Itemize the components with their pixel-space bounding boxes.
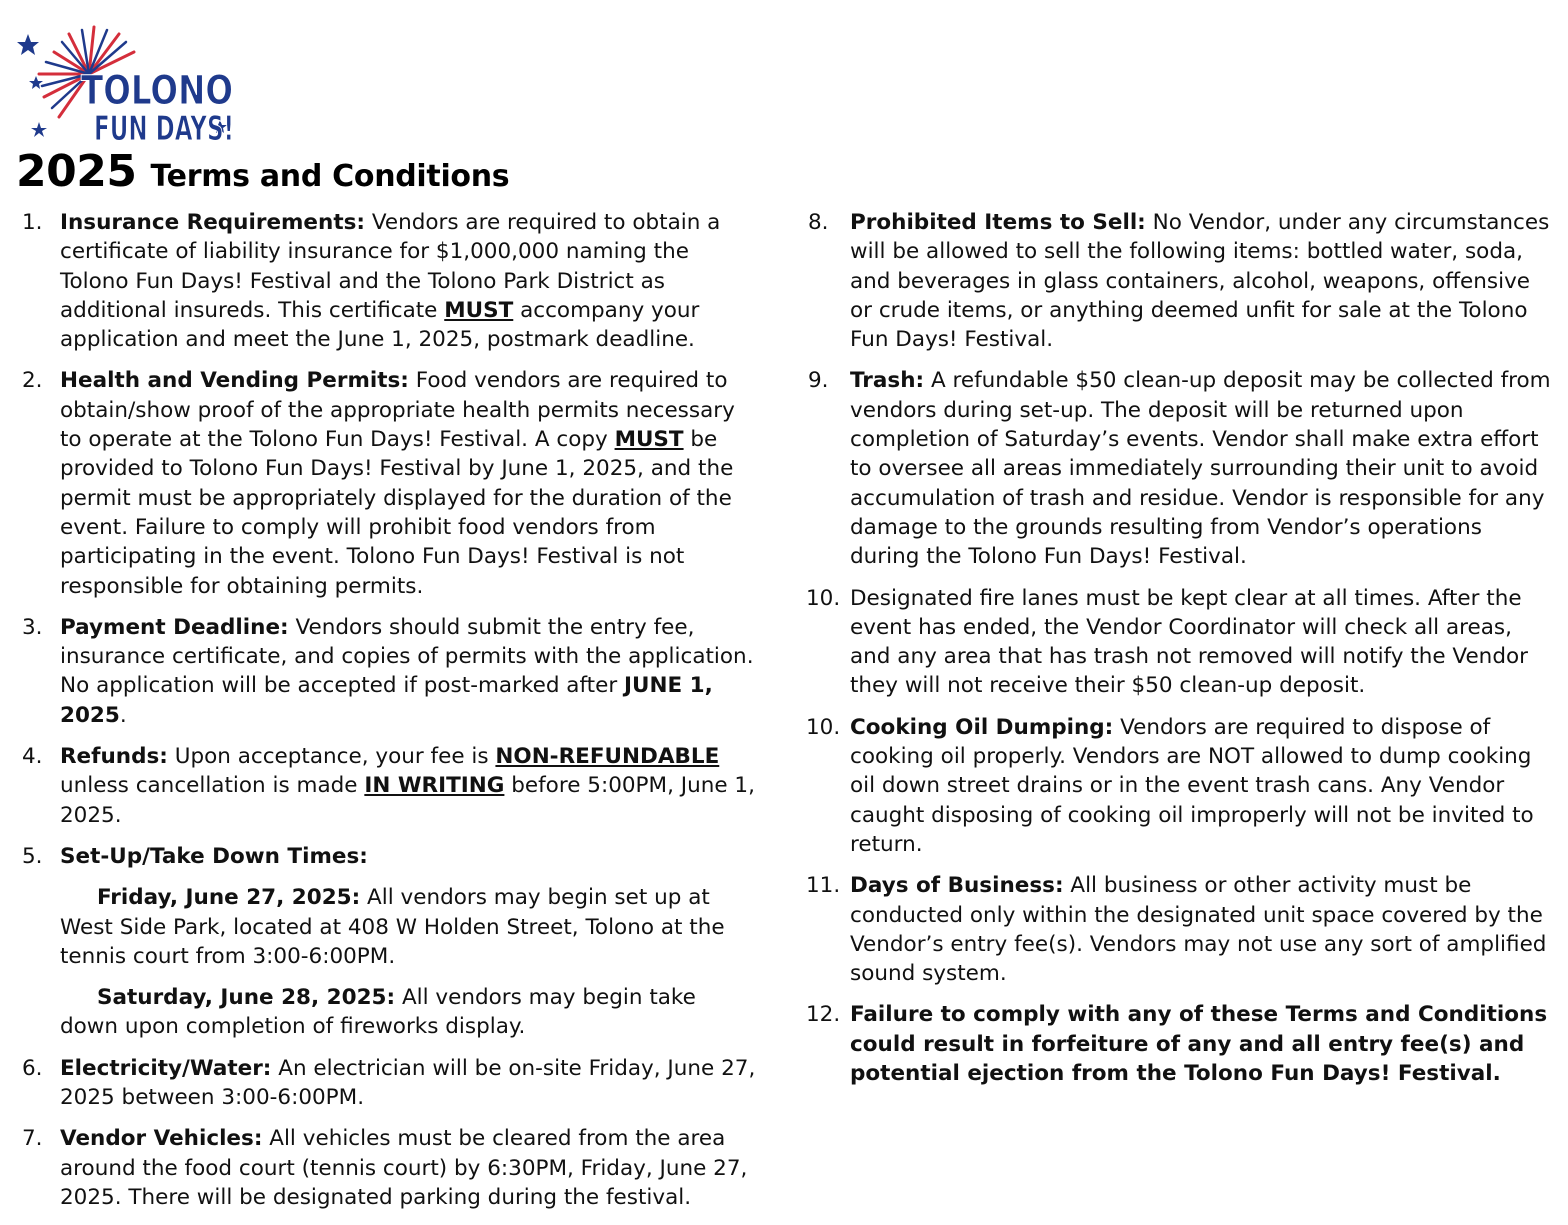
term-label: Cooking Oil Dumping: bbox=[850, 714, 1114, 740]
term-number: 3. bbox=[22, 614, 43, 640]
term-number: 5. bbox=[22, 843, 43, 869]
term-number: 6. bbox=[22, 1055, 43, 1081]
friday-label: Friday, June 27, 2025: bbox=[97, 885, 361, 911]
term-number: 2. bbox=[22, 368, 43, 394]
term-item-4 bbox=[16, 742, 760, 830]
title-text: Terms and Conditions bbox=[150, 159, 510, 194]
emphasis-deadline: JUNE 1, 2025 bbox=[60, 673, 713, 728]
term-item-8 bbox=[806, 208, 1558, 354]
term-text: Designated fire lanes must be kept clear at all times. After the event has ended, the Vendor Coordinator will check all areas, and any area that has trash not removed will notify the Vendor they will not receive their $50 clean-up deposit. bbox=[850, 585, 1528, 699]
term-text: . bbox=[119, 702, 127, 728]
term-text: Vendors should submit the entry fee, insurance certificate, and copies of permits with the application. No application will be accepted if post-marked after bbox=[60, 614, 754, 699]
logo-line-2: FUN DAYS! bbox=[94, 109, 234, 149]
saturday-label: Saturday, June 28, 2025: bbox=[97, 985, 396, 1011]
term-item-6 bbox=[16, 1054, 760, 1113]
page-title bbox=[16, 146, 509, 197]
term-label: Days of Business: bbox=[850, 873, 1064, 899]
term-number: 9. bbox=[808, 368, 829, 394]
term-text: Vendors are required to obtain a certificate of liability insurance for $1,000,000 naming the Tolono Fun Days! Festival and the Tolono Park District as additional insureds. This certificate bbox=[60, 210, 721, 323]
emphasis-non-refundable: NON-REFUNDABLE bbox=[495, 744, 720, 770]
term-item-5 bbox=[16, 842, 760, 1042]
term-label: Vendor Vehicles: bbox=[60, 1126, 263, 1152]
term-number: 1. bbox=[22, 210, 43, 235]
friday-text: All vendors may begin set up at West Side Park, located at 408 W Holden Street, Tolono at the tennis court from 3:00-6:00PM. bbox=[60, 885, 725, 969]
term-label: Payment Deadline: bbox=[60, 614, 289, 640]
title-year: 2025 bbox=[16, 146, 137, 197]
term-text: Vendors are required to dispose of cooking oil properly. Vendors are NOT allowed to dump cooking oil down street drains or in the event trash cans. Any Vendor caught disposing of cooking oil improperly will not be invited to return. bbox=[850, 714, 1534, 857]
emphasis-must: MUST bbox=[614, 427, 684, 453]
term-text: be provided to Tolono Fun Days! Festival by June 1, 2025, and the permit must be appropriately displayed for the duration of the event. Failure to comply will prohibit food vendors from participating in the event. Tolono Fun Days! Festival is not responsible for obtaining permits. bbox=[60, 427, 734, 599]
term-item-11 bbox=[806, 871, 1558, 988]
term-text: unless cancellation is made bbox=[60, 773, 365, 799]
term-item-12 bbox=[806, 1000, 1558, 1088]
term-item-2 bbox=[16, 366, 760, 600]
term-label: Refunds: bbox=[60, 744, 168, 770]
term-label: Health and Vending Permits: bbox=[60, 368, 409, 394]
term-item-9 bbox=[806, 366, 1558, 571]
term-item-7 bbox=[16, 1124, 760, 1212]
emphasis-in-writing: IN WRITING bbox=[364, 773, 505, 799]
term-label: Prohibited Items to Sell: bbox=[850, 210, 1146, 235]
term-item-10-fire-lanes bbox=[806, 584, 1558, 701]
term-text: An electrician will be on-site Friday, June 27, 2025 between 3:00-6:00PM. bbox=[60, 1055, 756, 1111]
term-text: Upon acceptance, your fee is bbox=[167, 744, 496, 770]
term-label: Trash: bbox=[850, 368, 925, 394]
term-number: 7. bbox=[22, 1126, 43, 1152]
term-text: A refundable $50 clean-up deposit may be collected from vendors during set-up. The deposit will be returned upon completion of Saturday’s events. Vendor shall make extra effort to oversee all areas immediately surrounding their unit to avoid accumulation of trash and residue. Vendor is responsible for any damage to the grounds resulting from Vendor’s operations during the Tolono Fun Days! Festival. bbox=[850, 368, 1551, 570]
term-text: accompany your application and meet the June 1, 2025, postmark deadline. bbox=[60, 297, 700, 353]
emphasis-must: MUST bbox=[444, 297, 514, 323]
term-label: Electricity/Water: bbox=[60, 1055, 272, 1081]
term-text: All vehicles must be cleared from the area around the food court (tennis court) by 6:30PM, Friday, June 27, 2025. There will be designated parking during the festival. bbox=[60, 1126, 748, 1210]
term-number: 10. bbox=[806, 714, 841, 740]
term-text: before 5:00PM, June 1, 2025. bbox=[60, 773, 755, 828]
term-item-1 bbox=[16, 208, 760, 354]
term-label: Set-Up/Take Down Times: bbox=[60, 843, 368, 869]
terms-column-right bbox=[806, 208, 1558, 1100]
term-number: 11. bbox=[806, 873, 841, 899]
term-item-3 bbox=[16, 613, 760, 730]
term-number: 4. bbox=[22, 744, 43, 770]
term-text: All business or other activity must be conducted only within the designated unit space covered by the Vendor’s entry fee(s). Vendors may not use any sort of amplified sound system. bbox=[850, 873, 1547, 987]
logo-line-1: TOLONO bbox=[81, 68, 233, 114]
term-item-10-cooking-oil bbox=[806, 713, 1558, 859]
term-number: 12. bbox=[806, 1002, 841, 1028]
term-text: Food vendors are required to obtain/show proof of the appropriate health permits necessary to operate at the Tolono Fun Days! Festival. A copy bbox=[60, 368, 735, 453]
term-number: 8. bbox=[808, 210, 829, 235]
term-text-bold: Failure to comply with any of these Terms and Conditions could result in forfeiture of any and all entry fee(s) and potential ejection from the Tolono Fun Days! Festival. bbox=[850, 1002, 1548, 1087]
saturday-takedown bbox=[60, 983, 760, 1042]
friday-setup bbox=[60, 883, 760, 971]
term-number: 10. bbox=[806, 585, 841, 611]
tolono-fun-days-logo bbox=[14, 12, 244, 147]
term-text: No Vendor, under any circumstances will be allowed to sell the following items: bottled water, soda, and beverages in glass containers, alcohol, weapons, offensive or crude items, or anything deemed unfit for sale at the Tolono Fun Days! Festival. bbox=[850, 210, 1550, 353]
terms-column-left bbox=[16, 208, 760, 1224]
term-label: Insurance Requirements: bbox=[60, 210, 365, 235]
saturday-text: All vendors may begin take down upon completion of fireworks display. bbox=[60, 985, 696, 1040]
